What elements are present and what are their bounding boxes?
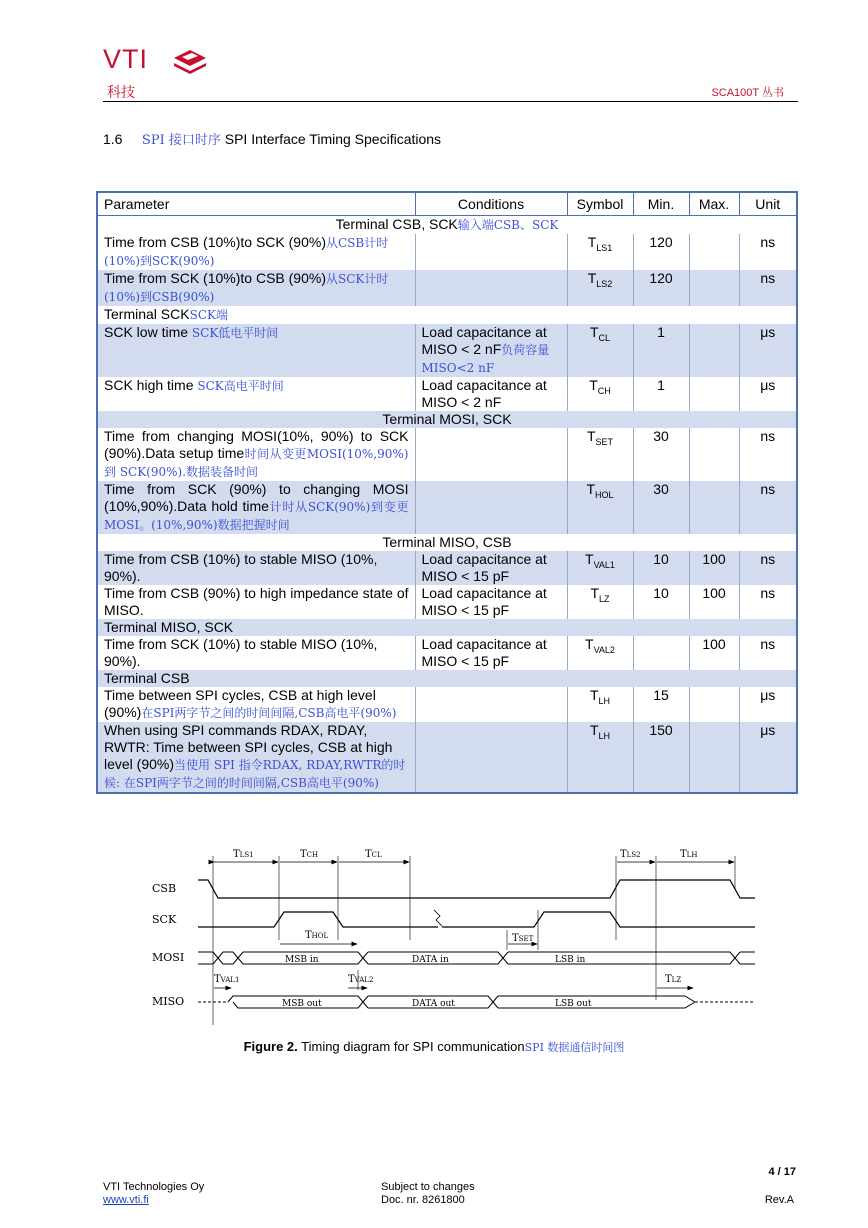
max-cell (689, 234, 739, 270)
figure-label: Figure 2. (243, 1039, 298, 1054)
group-label: Terminal SCKSCK端 (97, 306, 797, 324)
table-row (97, 551, 797, 585)
footer-company: VTI Technologies Oy (103, 1181, 205, 1193)
parameter-cell: Time from SCK (10%) to stable MISO (10%, 90%). (97, 636, 415, 670)
unit-cell: ns (739, 636, 797, 670)
parameter-cell: Time from CSB (10%)to SCK (90%)从CSB计时(10%)到SCK(90%) (97, 234, 415, 270)
t-cl-label: TCL (365, 849, 382, 860)
group-label: Terminal CSB, SCK输入端CSB、SCK (97, 216, 797, 235)
max-cell (689, 428, 739, 481)
group-row (97, 619, 797, 636)
min-cell: 150 (633, 722, 689, 793)
t-ls1-label: TLS1 (233, 849, 254, 860)
min-cell: 1 (633, 324, 689, 377)
logo-subtitle: 科技 (107, 85, 135, 101)
unit-cell: ns (739, 270, 797, 306)
header-min: Min. (633, 192, 689, 216)
unit-cell: μs (739, 377, 797, 411)
footer-revision: Rev.A (764, 1194, 794, 1206)
t-lz-label: TLZ (665, 974, 682, 985)
t-ls2-label: TLS2 (620, 849, 641, 860)
lsb-out-label: LSB out (555, 999, 592, 1009)
conditions-cell: Load capacitance at MISO < 2 nF (415, 377, 567, 411)
unit-cell: ns (739, 481, 797, 534)
conditions-cell (415, 687, 567, 722)
vti-logo-icon (170, 46, 210, 78)
conditions-cell (415, 270, 567, 306)
symbol-cell: $T_{CL}$ (567, 324, 633, 377)
parameter-cell: Time from SCK (10%)to CSB (90%)从SCK计时(10%)到CSB(90%) (97, 270, 415, 306)
lsb-in-label: LSB in (555, 955, 586, 965)
symbol-cell: $T_{CH}$ (567, 377, 633, 411)
group-label: Terminal MISO, CSB (97, 534, 797, 551)
table-row (97, 585, 797, 619)
conditions-cell (415, 428, 567, 481)
symbol-cell: $T_{SET}$ (567, 428, 633, 481)
footer-subject: Subject to changes (381, 1181, 475, 1193)
max-cell (689, 722, 739, 793)
group-row (97, 670, 797, 687)
section-heading (103, 129, 441, 148)
header-symbol: Symbol (567, 192, 633, 216)
figure-caption (0, 1039, 868, 1055)
conditions-cell (415, 234, 567, 270)
table-row (97, 324, 797, 377)
table-row (97, 428, 797, 481)
table-row (97, 636, 797, 670)
symbol-cell: $T_{LS2}$ (567, 270, 633, 306)
symbol-cell: $T_{LH}$ (567, 722, 633, 793)
t-val1-label: TVAL1 (214, 974, 240, 985)
sck-waveform-cont (442, 912, 755, 927)
header-parameter: Parameter (97, 192, 415, 216)
msb-in-label: MSB in (285, 955, 319, 965)
mosi-bus (198, 952, 755, 964)
spi-timing-diagram (140, 840, 760, 1030)
symbol-cell: $T_{HOL}$ (567, 481, 633, 534)
max-cell (689, 377, 739, 411)
footer-website[interactable] (103, 1194, 149, 1206)
table-row (97, 270, 797, 306)
t-set-label: TSET (512, 933, 534, 944)
symbol-cell: $T_{VAL1}$ (567, 551, 633, 585)
parameter-cell: Time from changing MOSI(10%, 90%) to SCK (90%).Data setup time时间从变更MOSI(10%,90%) 到 SCK(90%).数据装备时间 (97, 428, 415, 481)
conditions-cell: Load capacitance at MISO < 15 pF (415, 636, 567, 670)
max-cell (689, 270, 739, 306)
document-title: SCA100T 丛书 (711, 87, 784, 99)
parameter-cell: Time from CSB (10%) to stable MISO (10%, 90%). (97, 551, 415, 585)
symbol-cell: $T_{VAL2}$ (567, 636, 633, 670)
header-divider (103, 101, 798, 102)
t-ch-label: TCH (300, 849, 319, 860)
group-label: Terminal MISO, SCK (97, 619, 797, 636)
page-number: 4 / 17 (768, 1166, 796, 1178)
symbol-cell: $T_{LZ}$ (567, 585, 633, 619)
section-number: 1.6 (103, 131, 123, 147)
parameter-cell: Time from SCK (90%) to changing MOSI (10%,90%).Data hold time计时从SCK(90%)到变更 MOSI。(10%,90%)数据把握时间 (97, 481, 415, 534)
conditions-cell: Load capacitance at MISO < 2 nF负荷容量MISO<2 nF (415, 324, 567, 377)
table-row (97, 377, 797, 411)
max-cell: 100 (689, 636, 739, 670)
website-link[interactable]: www.vti.fi (103, 1194, 149, 1206)
unit-cell: ns (739, 428, 797, 481)
parameter-cell: Time from CSB (90%) to high impedance state of MISO. (97, 585, 415, 619)
conditions-cell: Load capacitance at MISO < 15 pF (415, 585, 567, 619)
parameter-cell: SCK low time SCK低电平时间 (97, 324, 415, 377)
conditions-cell (415, 722, 567, 793)
msb-out-label: MSB out (282, 999, 322, 1009)
unit-cell: ns (739, 585, 797, 619)
min-cell: 10 (633, 585, 689, 619)
logo-text: VTI (103, 44, 149, 74)
min-cell: 1 (633, 377, 689, 411)
min-cell: 30 (633, 481, 689, 534)
figure-text-cn: SPI 数据通信时间图 (524, 1041, 625, 1054)
data-in-label: DATA in (412, 955, 449, 965)
header-conditions: Conditions (415, 192, 567, 216)
max-cell: 100 (689, 585, 739, 619)
csb-waveform (198, 880, 755, 898)
group-row (97, 306, 797, 324)
unit-cell: ns (739, 234, 797, 270)
break-mark (434, 910, 442, 926)
t-lh-label: TLH (680, 849, 698, 860)
miso-label: MISO (152, 995, 185, 1008)
unit-cell: μs (739, 324, 797, 377)
data-out-label: DATA out (412, 999, 455, 1009)
sck-waveform (198, 912, 438, 927)
sck-label: SCK (152, 913, 177, 926)
group-label: Terminal CSB (97, 670, 797, 687)
table-row (97, 234, 797, 270)
parameter-cell: Time between SPI cycles, CSB at high level (90%)在SPI两字节之间的时间间隔,CSB高电平(90%) (97, 687, 415, 722)
footer-docnr: Doc. nr. 8261800 (381, 1194, 465, 1206)
unit-cell: ns (739, 551, 797, 585)
parameter-cell: When using SPI commands RDAX, RDAY, RWTR: Time between SPI cycles, CSB at high level (90%)当使用 SPI 指令RDAX, RDAY,RWTR的时候: 在SPI两字节之间的时间间隔,CSB高电平(90%) (97, 722, 415, 793)
group-row (97, 216, 797, 235)
t-val2-label: TVAL2 (348, 974, 374, 985)
table-row (97, 687, 797, 722)
symbol-cell: $T_{LS1}$ (567, 234, 633, 270)
min-cell (633, 636, 689, 670)
table-row (97, 481, 797, 534)
csb-label: CSB (152, 882, 177, 895)
spi-timing-table (96, 191, 798, 794)
min-cell: 30 (633, 428, 689, 481)
table-row (97, 722, 797, 793)
max-cell (689, 481, 739, 534)
conditions-cell (415, 481, 567, 534)
figure-text: Timing diagram for SPI communication (297, 1039, 525, 1054)
group-label: Terminal MOSI, SCK (97, 411, 797, 428)
max-cell (689, 687, 739, 722)
section-title-cn: SPI 接口时序 (141, 133, 221, 148)
max-cell: 100 (689, 551, 739, 585)
header-unit: Unit (739, 192, 797, 216)
parameter-cell: SCK high time SCK高电平时间 (97, 377, 415, 411)
header-max: Max. (689, 192, 739, 216)
min-cell: 120 (633, 270, 689, 306)
unit-cell: μs (739, 722, 797, 793)
min-cell: 120 (633, 234, 689, 270)
unit-cell: μs (739, 687, 797, 722)
min-cell: 15 (633, 687, 689, 722)
min-cell: 10 (633, 551, 689, 585)
mosi-label: MOSI (152, 951, 185, 964)
symbol-cell: $T_{LH}$ (567, 687, 633, 722)
t-hol-label: THOL (305, 930, 329, 941)
table-header-row (97, 192, 797, 216)
group-row (97, 411, 797, 428)
section-title-en: SPI Interface Timing Specifications (224, 131, 442, 147)
max-cell (689, 324, 739, 377)
conditions-cell: Load capacitance at MISO < 15 pF (415, 551, 567, 585)
group-row (97, 534, 797, 551)
